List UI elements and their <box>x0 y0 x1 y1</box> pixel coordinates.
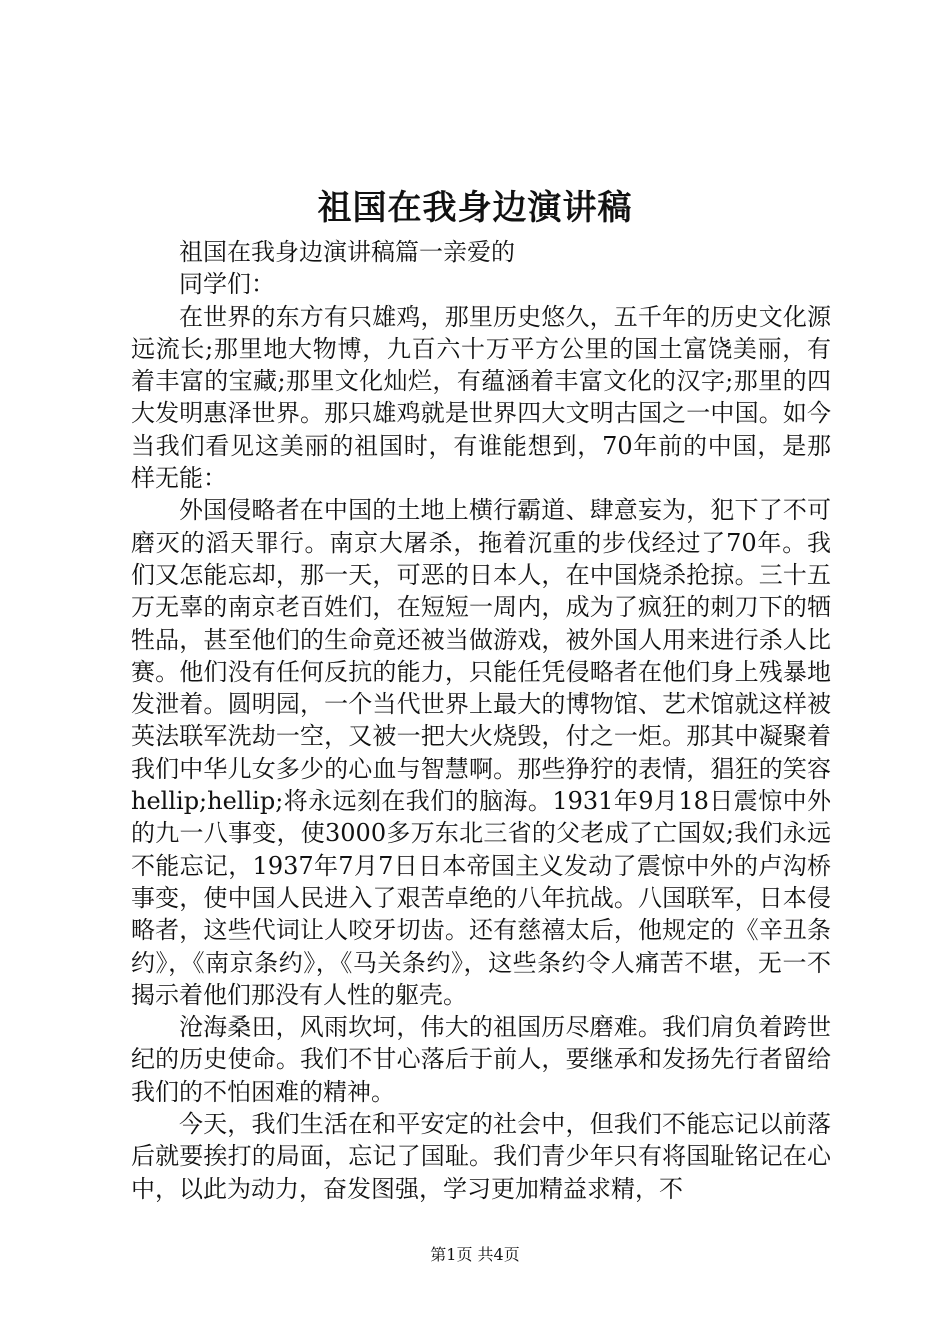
paragraph: 外国侵略者在中国的土地上横行霸道、肆意妄为，犯下了不可磨灭的滔天罪行。南京大屠杀，拖着沉重的步伐经过了70年。我们又怎能忘却，那一天，可恶的日本人，在中国烧杀抢掠。三十五万无辜的南京老百姓们，在短短一周内，成为了疯狂的刺刀下的牺牲品，甚至他们的生命竟还被当做游戏，被外国人用来进行杀人比赛。他们没有任何反抗的能力，只能任凭侵略者在他们身上残暴地发泄着。圆明园，一个当代世界上最大的博物馆、艺术馆就这样被英法联军洗劫一空，又被一把大火烧毁，付之一炬。那其中凝聚着我们中华儿女多少的心血与智慧啊。那些狰狞的表情，猖狂的笑容hellip;hellip;将永远刻在我们的脑海。1931年9月18日震惊中外的九一八事变，使3000多万东北三省的父老成了亡国奴;我们永远不能忘记，1937年7月7日日本帝国主义发动了震惊中外的卢沟桥事变，使中国人民进入了艰苦卓绝的八年抗战。八国联军，日本侵略者，这些代词让人咬牙切齿。还有慈禧太后，他规定的《辛丑条约》，《南京条约》，《马关条约》，这些条约令人痛苦不堪，无一不揭示着他们那没有人性的躯壳。 <box>131 496 831 1009</box>
page-footer: 第1页 共4页 <box>430 1245 520 1264</box>
paragraph: 今天，我们生活在和平安定的社会中，但我们不能忘记以前落后就要挨打的局面，忘记了国耻。我们青少年只有将国耻铭记在心中，以此为动力，奋发图强，学习更加精益求精，不 <box>131 1110 831 1203</box>
paragraph: 同学们： <box>179 270 275 299</box>
document-body <box>131 236 831 1205</box>
paragraph: 祖国在我身边演讲稿篇一亲爱的 <box>179 238 515 266</box>
document-title: 祖国在我身边演讲稿 <box>317 188 633 228</box>
paragraph: 沧海桑田，风雨坎坷，伟大的祖国历尽磨难。我们肩负着跨世纪的历史使命。我们不甘心落后于前人，要继承和发扬先行者留给我们的不怕困难的精神。 <box>131 1013 831 1106</box>
paragraph: 在世界的东方有只雄鸡，那里历史悠久，五千年的历史文化源远流长;那里地大物博，九百六十万平方公里的国土富饶美丽，有着丰富的宝藏;那里文化灿烂，有蕴涵着丰富文化的汉字;那里的四大发明惠泽世界。那只雄鸡就是世界四大文明古国之一中国。如今当我们看见这美丽的祖国时，有谁能想到，70年前的中国，是那样无能： <box>131 302 831 493</box>
